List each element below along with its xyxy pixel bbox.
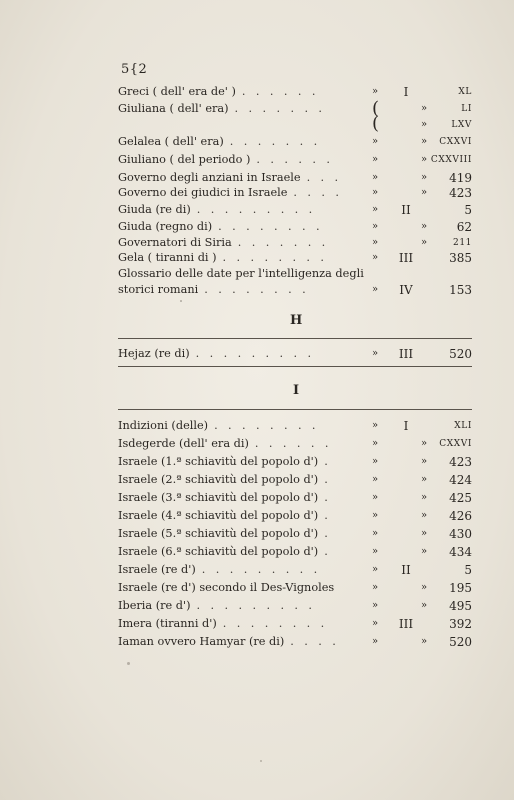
ditto-mark: » (421, 528, 428, 539)
entry-label: Israele (3.ª schiavitù del popolo d') (118, 491, 319, 504)
leader-dots: . . . . . . . . . (201, 563, 321, 576)
page-reference: 430 (449, 527, 472, 541)
index-entry (118, 250, 472, 266)
volume-number: III (398, 251, 414, 265)
index-entry (118, 526, 472, 542)
leader-dots: . . . . . . . . (204, 283, 310, 296)
ditto-mark: » (372, 252, 379, 263)
section-rule (118, 366, 472, 367)
ditto-mark: » (421, 172, 428, 183)
ditto-mark: » (372, 582, 379, 593)
ditto-mark: » (421, 154, 428, 165)
brace-mark: ( (372, 113, 380, 134)
page-reference: 419 (449, 171, 472, 185)
page-reference: 62 (456, 220, 472, 234)
leader-dots: . . . . . . . . (222, 617, 328, 630)
leader-dots: . . . . . . . . . (196, 599, 316, 612)
index-entry (118, 170, 472, 186)
volume-number: II (401, 563, 411, 577)
ditto-mark: » (372, 420, 379, 431)
ditto-mark: » (372, 492, 379, 503)
index-entry (118, 454, 472, 470)
ditto-mark: » (372, 204, 379, 215)
index-entry (118, 152, 472, 168)
ditto-mark: » (372, 136, 379, 147)
ditto-mark: » (421, 510, 428, 521)
ditto-mark: » (372, 600, 379, 611)
entry-label: Hejaz (re di) (118, 347, 190, 360)
leader-dots: . . . . (290, 635, 340, 648)
entry-label: Giuliano ( del periodo ) (118, 153, 251, 166)
ditto-mark: » (372, 284, 379, 295)
leader-dots: . . . (306, 171, 342, 184)
leader-dots: . . . . (293, 186, 343, 199)
ditto-mark: » (372, 528, 379, 539)
ditto-mark: » (372, 636, 379, 647)
page-reference: 426 (449, 509, 472, 523)
page-reference: 425 (449, 491, 472, 505)
entry-label: Isdegerde (dell' era di) (118, 437, 249, 450)
paper-speck (180, 300, 182, 302)
ditto-mark: » (372, 237, 379, 248)
ditto-mark: » (421, 119, 428, 130)
entry-label: Iberia (re d') (118, 599, 191, 612)
index-entry (118, 598, 472, 614)
entry-label: Israele (6.ª schiavitù del popolo d') (118, 545, 319, 558)
ditto-mark: » (421, 546, 428, 557)
leader-dots: . . . . . . . . . (195, 347, 315, 360)
page-reference: 520 (449, 347, 472, 361)
index-entry (118, 235, 472, 251)
leader-dots: . (324, 545, 332, 558)
page-reference: 424 (449, 473, 472, 487)
leader-dots: . (324, 509, 332, 522)
section-letter-h: H (290, 313, 303, 328)
leader-dots: . (324, 455, 332, 468)
page-reference: CXXVIII (430, 155, 472, 165)
entry-label: Gelalea ( dell' era) (118, 135, 224, 148)
page-reference: 434 (449, 545, 472, 559)
volume-number: I (403, 419, 409, 433)
ditto-mark: » (421, 474, 428, 485)
section-rule (118, 338, 472, 339)
ditto-mark: » (372, 172, 379, 183)
entry-label: Israele (re d') secondo il Des-Vignoles (118, 581, 335, 594)
page-number: 5{2 (121, 62, 148, 77)
ditto-mark: » (372, 438, 379, 449)
page-reference: 385 (449, 251, 472, 265)
index-entry (118, 84, 472, 100)
ditto-mark: » (372, 187, 379, 198)
volume-number: III (398, 617, 414, 631)
leader-dots: . . . . . . . . (214, 419, 319, 432)
page-reference: 392 (449, 617, 472, 631)
entry-label: Israele (re d') (118, 563, 196, 576)
volume-number: III (398, 347, 414, 361)
index-entry (118, 185, 472, 201)
index-entry (118, 202, 472, 218)
ditto-mark: » (372, 510, 379, 521)
page-reference: XLI (454, 421, 472, 431)
index-entry (118, 98, 472, 119)
index-entry (118, 436, 472, 452)
ditto-mark: » (372, 474, 379, 485)
volume-number: IV (399, 283, 413, 297)
leader-dots: . . . . . . . (234, 102, 326, 115)
leader-dots: . . . . . . . (237, 236, 329, 249)
entry-label: Glossario delle date per l'intelligenza degli (118, 267, 364, 280)
page-reference: 153 (449, 283, 472, 297)
entry-label: Giuda (regno di) (118, 220, 213, 233)
entry-label: Giuliana ( dell' era) (118, 102, 229, 115)
leader-dots: . . . . . . . . . (196, 203, 316, 216)
page-reference: XL (458, 87, 472, 97)
ditto-mark: » (421, 136, 428, 147)
ditto-mark: » (372, 221, 379, 232)
ditto-mark: » (372, 86, 379, 97)
index-entry (118, 472, 472, 488)
index-entry (118, 134, 472, 150)
entry-label: storici romani (118, 283, 199, 296)
volume-number: I (403, 85, 409, 99)
leader-dots: . . . . . . (256, 153, 334, 166)
page-reference: 520 (449, 635, 472, 649)
paper-speck (127, 662, 130, 665)
entry-label: Governatori di Siria (118, 236, 232, 249)
entry-label: Israele (2.ª schiavitù del popolo d') (118, 473, 319, 486)
ditto-mark: » (421, 582, 428, 593)
page-reference: 5 (464, 563, 472, 577)
index-entry (118, 562, 472, 578)
ditto-mark: » (421, 438, 428, 449)
entry-label: Israele (4.ª schiavitù del popolo d') (118, 509, 319, 522)
index-entry (118, 219, 472, 235)
leader-dots: . . . . . . (241, 85, 319, 98)
paper-speck (260, 760, 262, 762)
entry-label: Giuda (re di) (118, 203, 191, 216)
index-entry (118, 616, 472, 632)
brace-mark: ( (372, 98, 380, 119)
index-entry (118, 634, 472, 650)
ditto-mark: » (421, 492, 428, 503)
ditto-mark: » (372, 154, 379, 165)
page-reference: 195 (449, 581, 472, 595)
ditto-mark: » (421, 600, 428, 611)
entry-label: Gela ( tiranni di ) (118, 251, 217, 264)
entry-label: Greci ( dell' era de' ) (118, 85, 236, 98)
leader-dots: . . . . . . . (229, 135, 321, 148)
entry-label: Imera (tiranni d') (118, 617, 217, 630)
entry-label: Israele (1.ª schiavitù del popolo d') (118, 455, 319, 468)
index-entry (118, 490, 472, 506)
entry-label: Israele (5.ª schiavitù del popolo d') (118, 527, 319, 540)
index-entry (118, 346, 472, 362)
index-entry (118, 113, 472, 134)
index-entry (118, 282, 472, 298)
ditto-mark: » (372, 546, 379, 557)
page-reference: 423 (449, 455, 472, 469)
index-entry (118, 580, 472, 596)
leader-dots: . . . . . . (254, 437, 332, 450)
ditto-mark: » (421, 636, 428, 647)
entry-label: Iaman ovvero Hamyar (re di) (118, 635, 285, 648)
ditto-mark: » (421, 103, 428, 114)
leader-dots: . (324, 527, 332, 540)
entry-label: Governo degli anziani in Israele (118, 171, 301, 184)
page-reference: LI (461, 104, 472, 114)
index-entry (118, 266, 472, 282)
ditto-mark: » (372, 618, 379, 629)
page-reference: CXXVI (439, 137, 472, 147)
leader-dots: . (324, 473, 332, 486)
section-rule (118, 409, 472, 410)
leader-dots: . . . . . . . . (222, 251, 328, 264)
index-entry (118, 418, 472, 434)
page-reference: 495 (449, 599, 472, 613)
section-letter-i: I (292, 383, 300, 398)
page-reference: 423 (449, 186, 472, 200)
entry-label: Indizioni (delle) (118, 419, 209, 432)
ditto-mark: » (421, 221, 428, 232)
index-entry (118, 544, 472, 560)
page-reference: 5 (464, 203, 472, 217)
leader-dots: . (324, 491, 332, 504)
index-entry (118, 508, 472, 524)
ditto-mark: » (372, 564, 379, 575)
page-reference: 211 (453, 238, 472, 248)
ditto-mark: » (421, 187, 428, 198)
ditto-mark: » (421, 237, 428, 248)
volume-number: II (401, 203, 411, 217)
page-reference: CXXVI (439, 439, 472, 449)
ditto-mark: » (372, 348, 379, 359)
ditto-mark: » (421, 456, 428, 467)
entry-label: Governo dei giudici in Israele (118, 186, 288, 199)
page-reference: LXV (451, 120, 472, 130)
leader-dots: . . . . . . . . (218, 220, 323, 233)
ditto-mark: » (372, 456, 379, 467)
